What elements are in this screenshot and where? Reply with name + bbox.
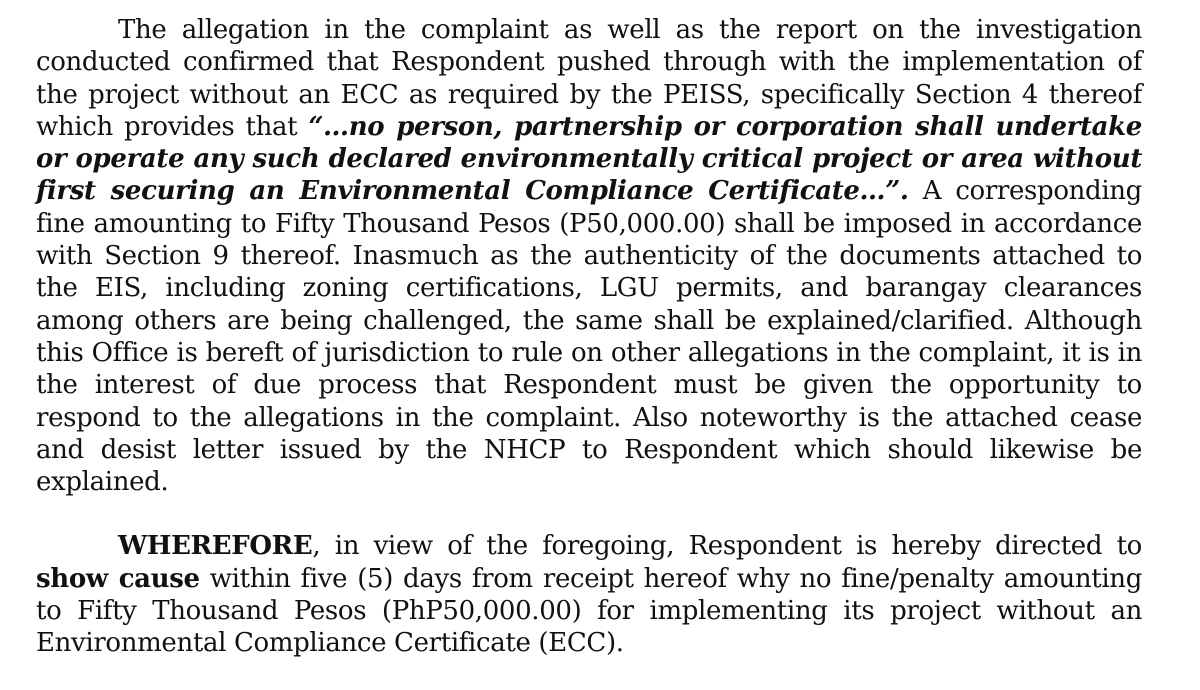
show-cause-phrase: show cause <box>36 563 200 594</box>
paragraph-allegation-tail: A corresponding fine amounting to Fifty Thousand Pesos (P50,000.00) shall be imposed in accordance with Section 9 thereof. Inasmuch as the authenticity of the documents attached to the EIS, including zoning certifications, LGU permits, and barangay clearances among others are being challenged, the same shall be explained/clarified. Although this Office is bereft of jurisdiction to rule on other allegations in the complaint, it is in the interest of due process that Respondent must be given the opportunity to respond to the allegations in the complaint. Also noteworthy is the attached cease and desist letter issued by the NHCP to Respondent which should likewise be explained. <box>36 176 1142 498</box>
wherefore-text-part2: within five (5) days from receipt hereof why no fine/penalty amounting to Fifty Thousand Pesos (PhP50,000.00) for implementing its project without an Environmental Compliance Certificate (ECC). <box>36 563 1142 659</box>
paragraph-wherefore <box>36 530 1142 659</box>
paragraph-allegation-lead: The allegation in the complaint as well as the report on the investigation conducted confirmed that Respondent pushed through with the implementation of the project without an ECC as required by the PEISS, specifically Section 4 thereof which provides that <box>36 15 1142 142</box>
peiss-section-4-quote: “…no person, partnership or corporation shall undertake or operate any such declared environmentally critical project or area without first securing an Environmental Compliance Certificate…”. <box>36 111 1142 207</box>
wherefore-text-part1: , in view of the foregoing, Respondent is hereby directed to <box>312 531 1142 562</box>
document-body <box>36 14 1142 660</box>
paragraph-allegation <box>36 14 1142 498</box>
wherefore-keyword: WHEREFORE <box>118 531 313 562</box>
